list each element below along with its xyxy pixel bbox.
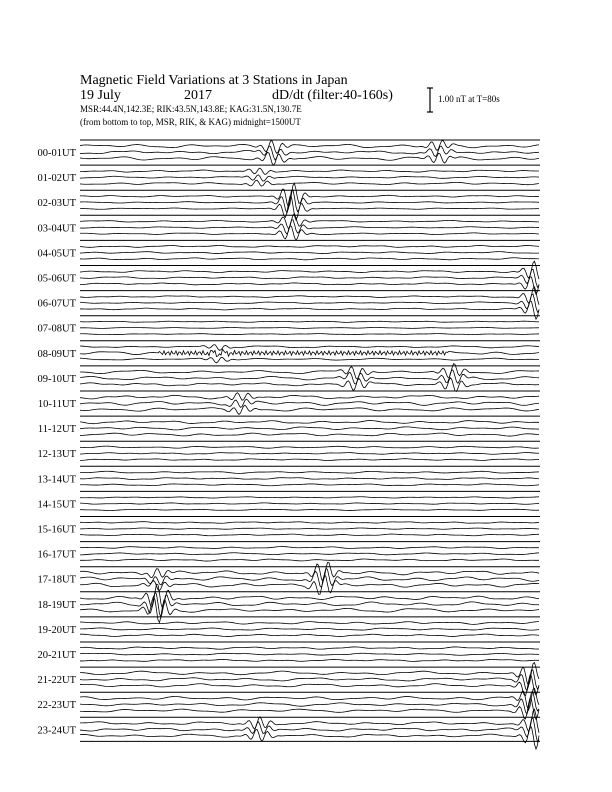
hour-row-label: 23-24UT [37,725,76,737]
trace-msr [80,509,539,510]
trace-kag [80,688,539,710]
trace-kag [80,562,539,581]
trace-kag [80,663,539,686]
trace-msr [80,433,539,436]
year-label: 2017 [184,88,212,103]
trace-rik [80,553,539,555]
trace-rik [80,528,539,529]
hour-row-label: 14-15UT [37,499,76,511]
trace-rik [80,327,539,328]
trace-msr [80,659,539,661]
station-coordinates: MSR:44.4N,142.3E; RIK:43.5N,143.8E; KAG:31.5N,130.7E [80,104,302,114]
hour-row-label: 16-17UT [37,549,76,561]
trace-rik [80,175,539,181]
trace-kag [80,547,539,549]
trace-msr [80,258,539,260]
trace-kag [80,168,539,174]
hour-row-label: 01-02UT [37,173,76,185]
hour-row-label: 05-06UT [37,273,76,285]
trace-rik [80,653,539,655]
trace-msr [80,180,539,186]
hour-row-label: 21-22UT [37,675,76,687]
hour-row-label: 18-19UT [37,599,76,611]
hour-row-label: 13-14UT [37,474,76,486]
trace-msr [80,405,539,414]
trace-msr [80,152,539,165]
trace-msr [80,459,539,461]
hour-row-label: 19-20UT [37,624,76,636]
trace-rik [80,252,539,254]
hour-row-label: 15-16UT [37,524,76,536]
hour-row-label: 09-10UT [37,373,76,385]
hour-row-label: 06-07UT [37,298,76,310]
trace-rik [80,370,539,384]
trace-kag [80,345,539,351]
trace-rik [80,453,539,455]
hour-row-label: 03-04UT [37,223,76,235]
trace-rik [80,349,539,356]
quantity-label: dD/dt (filter:40-160s) [272,88,393,103]
hour-row-label: 20-21UT [37,650,76,661]
station-order-note: (from bottom to top, MSR, RIK, & KAG) midnight=1500UT [80,117,301,127]
hour-row-label: 07-08UT [37,323,76,335]
trace-kag [80,622,539,625]
hour-row-label: 12-13UT [37,449,76,461]
trace-kag [80,287,539,305]
hour-row-label: 08-09UT [37,348,76,360]
trace-kag [80,647,539,649]
hour-row-label: 10-11UT [37,399,76,410]
trace-msr [80,226,539,240]
trace-msr [80,277,539,294]
trace-msr [80,484,539,486]
trace-kag [80,471,539,473]
hour-row-label: 11-12UT [37,424,76,436]
hour-row-label: 17-18UT [37,574,76,586]
trace-rik [80,718,539,742]
trace-kag [80,522,539,524]
trace-rik [80,628,539,630]
trace-msr [80,357,539,362]
trace-kag [80,497,539,498]
trace-rik [80,478,539,480]
trace-kag [80,709,539,733]
hour-row-label: 04-05UT [37,248,76,260]
trace-rik [80,503,539,504]
trace-rik [80,427,539,430]
date-label: 19 July [80,88,121,103]
trace-kag [80,446,539,448]
trace-kag [80,261,539,279]
trace-msr [80,634,539,636]
trace-kag [80,321,539,322]
trace-msr [80,559,539,561]
hour-row-label: 22-23UT [37,700,76,712]
trace-msr [80,334,539,335]
trace-rik [80,399,539,407]
hour-row-label: 00-01UT [37,148,76,159]
trace-kag [80,245,539,247]
trace-msr [80,698,539,719]
trace-msr [80,534,539,536]
trace-kag [80,393,539,400]
scale-bar-label: 1.00 nT at T=80s [438,94,500,104]
hour-row-label: 02-03UT [37,198,76,210]
trace-msr [80,196,539,220]
trace-kag [80,421,539,424]
chart-title: Magnetic Field Variations at 3 Stations in Japan [80,73,348,88]
